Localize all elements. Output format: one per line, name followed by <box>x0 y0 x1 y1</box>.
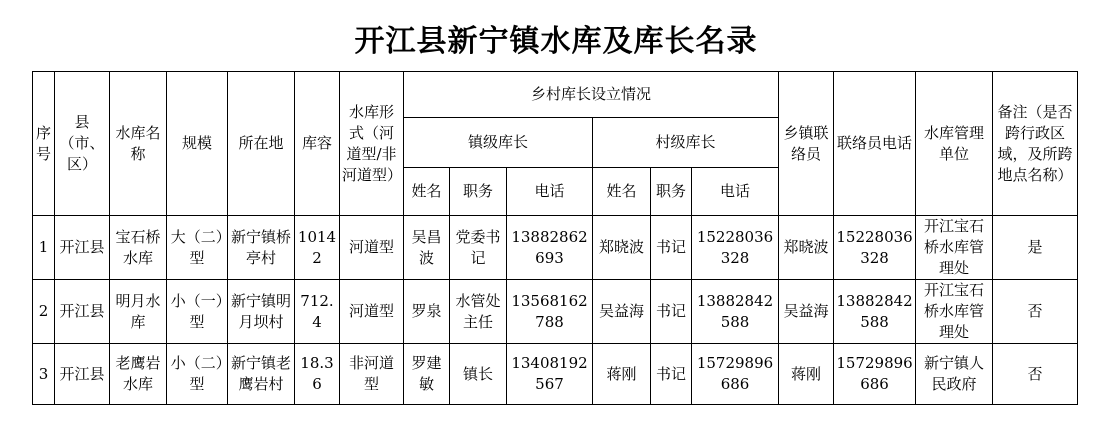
cell-town-phone: 13408192567 <box>507 344 593 405</box>
cell-form: 非河道型 <box>340 344 404 405</box>
cell-village-name: 郑晓波 <box>593 216 651 280</box>
header-county: 县（市、区） <box>55 72 110 216</box>
header-village-group: 乡村库长设立情况 <box>404 72 779 118</box>
cell-town-name: 吴昌波 <box>404 216 450 280</box>
cell-location: 新宁镇老鹰岩村 <box>228 344 295 405</box>
cell-county: 开江县 <box>55 344 110 405</box>
table-row <box>33 216 1078 280</box>
cell-village-phone: 13882842588 <box>692 280 779 344</box>
cell-capacity: 712.4 <box>295 280 340 344</box>
cell-scale: 小（一）型 <box>167 280 228 344</box>
header-scale: 规模 <box>167 72 228 216</box>
cell-seq: 3 <box>33 344 55 405</box>
cell-village-phone: 15729896686 <box>692 344 779 405</box>
cell-seq: 2 <box>33 280 55 344</box>
header-village-phone: 电话 <box>692 168 779 216</box>
header-form: 水库形式（河道型/非河道型） <box>340 72 404 216</box>
cell-scale: 大（二）型 <box>167 216 228 280</box>
cell-management: 开江宝石桥水库管理处 <box>916 280 993 344</box>
cell-form: 河道型 <box>340 280 404 344</box>
cell-county: 开江县 <box>55 280 110 344</box>
cell-remark: 是 <box>993 216 1078 280</box>
header-reservoir-name: 水库名称 <box>110 72 167 216</box>
cell-location: 新宁镇桥亭村 <box>228 216 295 280</box>
cell-liaison: 吴益海 <box>779 280 834 344</box>
cell-liaison-phone: 13882842588 <box>834 280 916 344</box>
header-remark: 备注（是否跨行政区域，及所跨地点名称） <box>993 72 1078 216</box>
page-title: 开江县新宁镇水库及库长名录 <box>354 24 758 59</box>
cell-seq: 1 <box>33 216 55 280</box>
cell-liaison-phone: 15729896686 <box>834 344 916 405</box>
cell-reservoir-name: 明月水库 <box>110 280 167 344</box>
cell-liaison: 郑晓波 <box>779 216 834 280</box>
reservoir-table <box>32 71 1078 405</box>
cell-remark: 否 <box>993 280 1078 344</box>
header-village-position: 职务 <box>651 168 692 216</box>
header-village-name: 姓名 <box>593 168 651 216</box>
header-town-position: 职务 <box>450 168 507 216</box>
cell-town-name: 罗建敏 <box>404 344 450 405</box>
cell-location: 新宁镇明月坝村 <box>228 280 295 344</box>
cell-form: 河道型 <box>340 216 404 280</box>
cell-county: 开江县 <box>55 216 110 280</box>
cell-town-phone: 13568162788 <box>507 280 593 344</box>
cell-liaison-phone: 15228036328 <box>834 216 916 280</box>
cell-village-name: 吴益海 <box>593 280 651 344</box>
header-liaison-phone: 联络员电话 <box>834 72 916 216</box>
cell-remark: 否 <box>993 344 1078 405</box>
table-row <box>33 344 1078 405</box>
header-village-chief: 村级库长 <box>593 118 779 168</box>
cell-reservoir-name: 老鹰岩水库 <box>110 344 167 405</box>
cell-town-position: 镇长 <box>450 344 507 405</box>
cell-village-position: 书记 <box>651 216 692 280</box>
header-capacity: 库容 <box>295 72 340 216</box>
cell-town-name: 罗泉 <box>404 280 450 344</box>
cell-town-position: 水管处主任 <box>450 280 507 344</box>
header-liaison: 乡镇联络员 <box>779 72 834 216</box>
cell-capacity: 10142 <box>295 216 340 280</box>
header-location: 所在地 <box>228 72 295 216</box>
header-town-name: 姓名 <box>404 168 450 216</box>
header-row <box>33 72 1078 118</box>
cell-management: 开江宝石桥水库管理处 <box>916 216 993 280</box>
cell-liaison: 蒋刚 <box>779 344 834 405</box>
header-management: 水库管理单位 <box>916 72 993 216</box>
header-town-phone: 电话 <box>507 168 593 216</box>
table-row <box>33 280 1078 344</box>
cell-reservoir-name: 宝石桥水库 <box>110 216 167 280</box>
cell-town-position: 党委书记 <box>450 216 507 280</box>
cell-town-phone: 13882862693 <box>507 216 593 280</box>
cell-village-position: 书记 <box>651 344 692 405</box>
cell-village-name: 蒋刚 <box>593 344 651 405</box>
cell-management: 新宁镇人民政府 <box>916 344 993 405</box>
cell-village-position: 书记 <box>651 280 692 344</box>
cell-capacity: 18.36 <box>295 344 340 405</box>
header-seq: 序号 <box>33 72 55 216</box>
header-town-chief: 镇级库长 <box>404 118 593 168</box>
cell-scale: 小（二）型 <box>167 344 228 405</box>
cell-village-phone: 15228036328 <box>692 216 779 280</box>
